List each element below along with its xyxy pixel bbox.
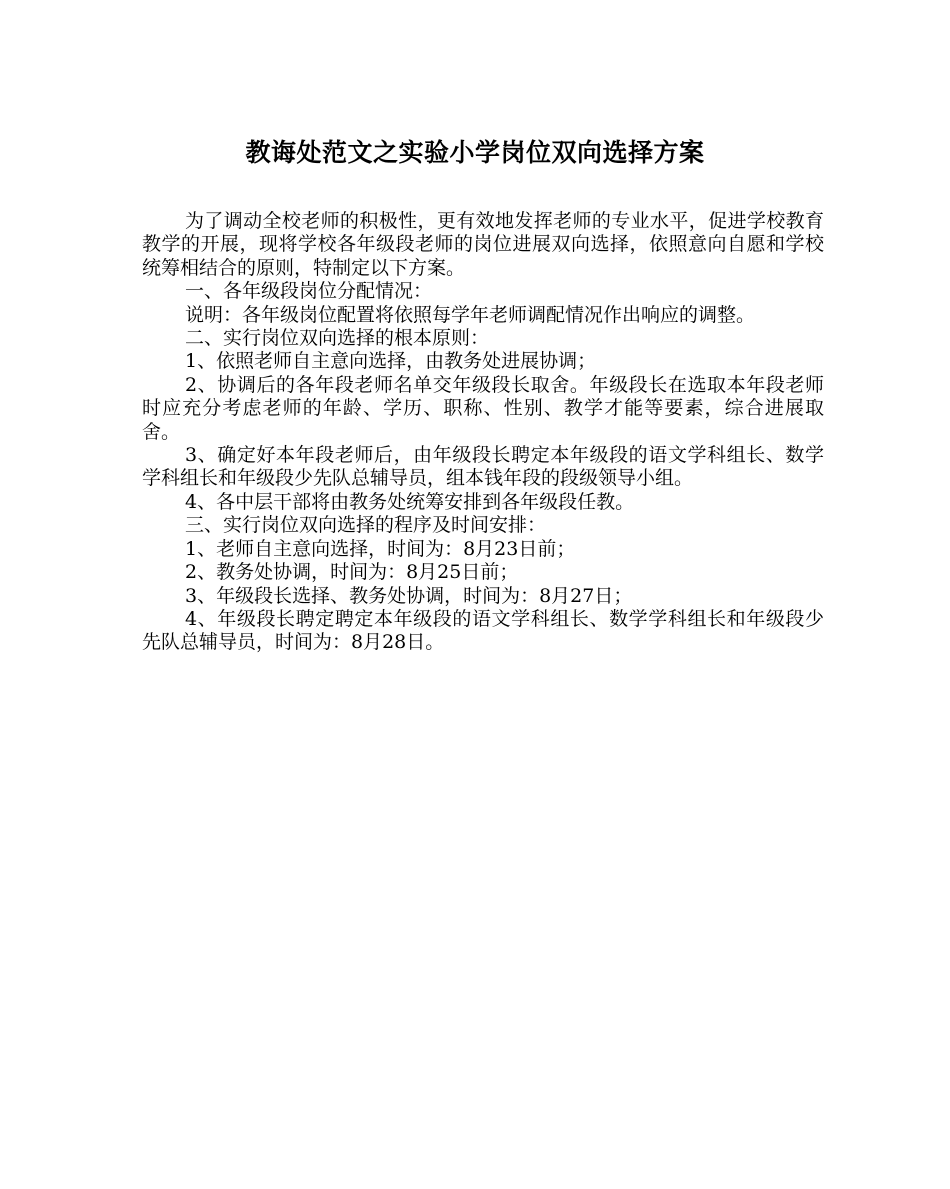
paragraph-schedule-2: 2、教务处协调，时间为：8月25日前；: [185, 561, 519, 584]
document-title: 教诲处范文之实验小学岗位双向选择方案: [245, 138, 705, 167]
paragraph-section-2-heading: 二、实行岗位双向选择的根本原则：: [185, 327, 490, 350]
paragraph-principle-3: 3、确定好本年段老师后，由年级段长聘定本年级段的语文学科组长、数学学科组长和年级段少先队总辅导员，组本钱年段的段级领导小组。: [142, 444, 824, 490]
paragraph-schedule-4: 4、年级段长聘定聘定本年级段的语文学科组长、数学学科组长和年级段少先队总辅导员，时间为：8月28日。: [142, 607, 824, 654]
document-body: [142, 210, 824, 655]
paragraph-principle-2: 2、协调后的各年段老师名单交年级段长取舍。年级段长在选取本年段老师时应充分考虑老师的年龄、学历、职称、性别、教学才能等要素，综合进展取舍。: [142, 373, 824, 443]
paragraph-schedule-1: 1、老师自主意向选择，时间为：8月23日前；: [185, 537, 576, 560]
paragraph-note: 说明：各年级岗位配置将依照每学年老师调配情况作出响应的调整。: [185, 303, 756, 326]
paragraph-principle-1: 1、依照老师自主意向选择，由教务处进展协调；: [185, 350, 597, 373]
paragraph-intro: 为了调动全校老师的积极性，更有效地发挥老师的专业水平，促进学校教育教学的开展，现将学校各年级段老师的岗位进展双向选择，依照意向自愿和学校统筹相结合的原则，特制定以下方案。: [142, 210, 824, 279]
paragraph-section-3-heading: 三、实行岗位双向选择的程序及时间安排：: [185, 514, 547, 537]
paragraph-schedule-3: 3、年级段长选择、教务处协调，时间为：8月27日；: [185, 584, 633, 607]
paragraph-principle-4: 4、各中层干部将由教务处统筹安排到各年级段任教。: [185, 490, 635, 513]
paragraph-section-1-heading: 一、各年级段岗位分配情况：: [185, 280, 433, 303]
